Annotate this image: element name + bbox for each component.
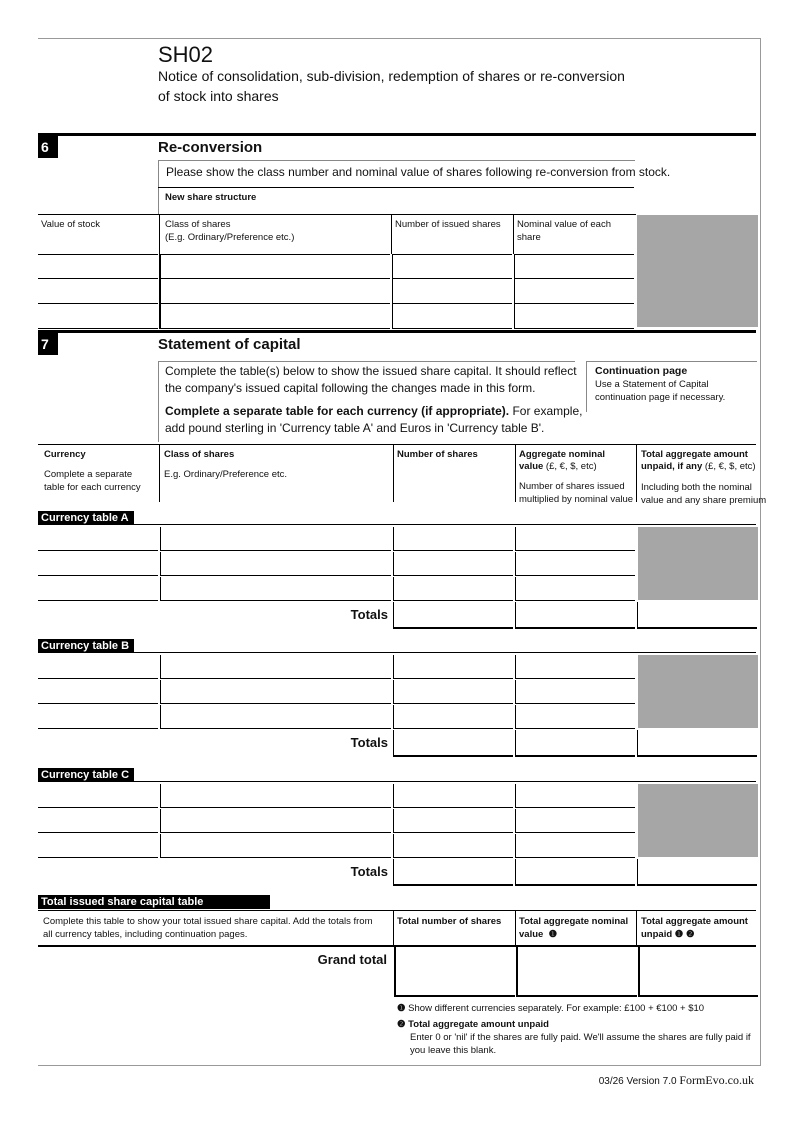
- a-r2-class[interactable]: [160, 552, 391, 576]
- grand-total-aggregate[interactable]: [516, 947, 637, 997]
- col-class-hint: E.g. Ordinary/Preference etc.: [164, 469, 288, 480]
- right-border: [760, 38, 761, 1066]
- col-aggregate-hint2: multiplied by nominal value: [519, 494, 634, 505]
- a-r3-class[interactable]: [160, 577, 391, 601]
- table-c-shaded: [638, 784, 758, 857]
- c-r3-class[interactable]: [160, 834, 391, 858]
- continuation-line2: continuation page if necessary.: [595, 392, 726, 403]
- c-r1-aggregate[interactable]: [515, 784, 635, 808]
- col-aggregate-1: Aggregate nominal: [519, 449, 606, 460]
- section7-intro-rest: For example,: [509, 404, 583, 418]
- s6-r1-class[interactable]: [159, 254, 390, 279]
- s6-hdr-div1: [159, 214, 160, 254]
- tt-col-aggregate2-text: value: [519, 929, 544, 940]
- a-r1-currency[interactable]: [38, 527, 158, 551]
- section7-title: Statement of capital: [158, 336, 301, 353]
- c-r1-currency[interactable]: [38, 784, 158, 808]
- grand-total-number[interactable]: [394, 947, 515, 997]
- table-c-label: Currency table C: [38, 768, 134, 782]
- s6-r3-nominal[interactable]: [514, 304, 634, 329]
- footer-site: FormEvo.co.uk: [679, 1073, 754, 1087]
- a-total-aggregate[interactable]: [515, 602, 635, 629]
- tt-hdr-div2: [515, 910, 516, 946]
- b-r1-class[interactable]: [160, 655, 391, 679]
- footer-text: [560, 1073, 754, 1088]
- col-unpaid-2-bold: unpaid, if any: [641, 461, 703, 472]
- grand-total-label: Grand total: [317, 952, 387, 967]
- c-total-unpaid[interactable]: [637, 859, 757, 886]
- s6-r1-nominal[interactable]: [514, 254, 634, 279]
- a-r2-number[interactable]: [393, 552, 513, 576]
- b-total-unpaid[interactable]: [637, 730, 757, 757]
- table-c-top-rule: [38, 781, 756, 782]
- tt-col-aggregate1: Total aggregate nominal: [519, 916, 629, 927]
- col-class-of-shares-hint: (E.g. Ordinary/Preference etc.): [165, 232, 295, 243]
- total-table-label: Total issued share capital table: [38, 895, 270, 909]
- a-r3-number[interactable]: [393, 577, 513, 601]
- table-a-top-rule: [38, 524, 756, 525]
- b-r2-number[interactable]: [393, 680, 513, 704]
- s7-hdr-div1: [159, 444, 160, 502]
- col-class: Class of shares: [164, 449, 235, 460]
- a-total-number[interactable]: [393, 602, 513, 629]
- c-r3-number[interactable]: [393, 834, 513, 858]
- a-r2-currency[interactable]: [38, 552, 158, 576]
- col-nominal-line2: share: [517, 232, 541, 243]
- section6-subheading: New share structure: [165, 192, 257, 203]
- a-r1-class[interactable]: [160, 527, 391, 551]
- b-r1-currency[interactable]: [38, 655, 158, 679]
- section7-intro-line1: Complete the table(s) below to show the issued share capital. It should reflect: [165, 364, 577, 378]
- tt-col-unpaid2: [641, 929, 694, 941]
- note1-text: Show different currencies separately. For example: £100 + €100 + $10: [408, 1003, 705, 1014]
- section6-number: 6: [38, 136, 58, 158]
- s6-hdr-div2: [391, 214, 392, 254]
- section6-title: Re-conversion: [158, 139, 263, 156]
- col-currency: Currency: [44, 449, 86, 460]
- continuation-line1: Use a Statement of Capital: [595, 379, 709, 390]
- section6-subhead-rule: [158, 187, 634, 188]
- c-r3-currency[interactable]: [38, 834, 158, 858]
- s6-r3-number[interactable]: [392, 304, 512, 329]
- col-number-issued: Number of issued shares: [395, 219, 501, 230]
- s6-r3-class[interactable]: [159, 304, 390, 329]
- section7-rule: [38, 330, 756, 333]
- note2-title: Total aggregate amount unpaid: [408, 1019, 549, 1030]
- c-total-aggregate[interactable]: [515, 859, 635, 886]
- tt-col-aggregate2: [519, 929, 557, 941]
- col-aggregate-hint1: Number of shares issued: [519, 481, 625, 492]
- table-a-shaded: [638, 527, 758, 600]
- total-table-desc1: Complete this table to show your total issued share capital. Add the totals from: [43, 916, 373, 927]
- s6-r2-class[interactable]: [159, 279, 390, 304]
- s7-hdr-div2: [393, 444, 394, 502]
- s6-r3-value[interactable]: [38, 304, 158, 329]
- a-total-unpaid[interactable]: [637, 602, 757, 629]
- col-unpaid-hint1: Including both the nominal: [641, 482, 752, 493]
- col-aggregate-2-bold: value: [519, 461, 544, 472]
- table-b-totals-label: Totals: [350, 735, 388, 750]
- section7-intro-bold: Complete a separate table for each currency (if appropriate).: [165, 404, 510, 418]
- s6-hdr-div3: [513, 214, 514, 254]
- note1-ref-icon-2: ❶: [674, 929, 684, 940]
- b-r3-currency[interactable]: [38, 705, 158, 729]
- col-currency-hint1: Complete a separate: [44, 469, 133, 480]
- s6-r1-value[interactable]: [38, 254, 158, 279]
- footer-rule: [38, 1065, 760, 1066]
- total-table-desc2: all currency tables, including continuation pages.: [43, 929, 248, 940]
- section7-number: 7: [38, 333, 58, 355]
- col-nominal-line1: Nominal value of each: [517, 219, 611, 230]
- table-b-shaded: [638, 655, 758, 728]
- table-b-label: Currency table B: [38, 639, 134, 653]
- note2-ref-icon: ❷: [685, 929, 695, 940]
- col-unpaid-1: Total aggregate amount: [641, 449, 748, 460]
- b-r1-number[interactable]: [393, 655, 513, 679]
- tt-col-unpaid1: Total aggregate amount: [641, 916, 748, 927]
- a-r2-aggregate[interactable]: [515, 552, 635, 576]
- note1: [397, 1003, 704, 1015]
- footer-version: 03/26 Version 7.0: [598, 1076, 677, 1087]
- table-a-label: Currency table A: [38, 511, 134, 525]
- b-r3-aggregate[interactable]: [515, 705, 635, 729]
- s6-r2-value[interactable]: [38, 279, 158, 304]
- a-r1-number[interactable]: [393, 527, 513, 551]
- section7-intro-line4: add pound sterling in 'Currency table A' and Euros in 'Currency table B'.: [165, 421, 545, 435]
- note2-line2: you leave this blank.: [410, 1045, 497, 1056]
- tt-hdr-div1: [393, 910, 394, 946]
- note1-marker: ❶: [397, 1003, 406, 1014]
- total-table-top-rule: [38, 910, 756, 911]
- top-border: [38, 38, 760, 39]
- s6-r2-number[interactable]: [392, 279, 512, 304]
- b-r3-number[interactable]: [393, 705, 513, 729]
- a-r1-aggregate[interactable]: [515, 527, 635, 551]
- note2-line1: Enter 0 or 'nil' if the shares are fully paid. We'll assume the shares are fully paid if: [410, 1032, 751, 1043]
- col-currency-hint2: table for each currency: [44, 482, 141, 493]
- section6-rule: [38, 133, 756, 136]
- a-r3-aggregate[interactable]: [515, 577, 635, 601]
- b-total-number[interactable]: [393, 730, 513, 757]
- s6-r1-number[interactable]: [392, 254, 512, 279]
- c-r1-number[interactable]: [393, 784, 513, 808]
- note2-title-row: [397, 1019, 549, 1031]
- col-aggregate-2: [519, 461, 597, 473]
- c-total-number[interactable]: [393, 859, 513, 886]
- c-r2-number[interactable]: [393, 809, 513, 833]
- c-r1-class[interactable]: [160, 784, 391, 808]
- form-code: SH02: [158, 42, 214, 67]
- s7-hdr-div3: [515, 444, 516, 502]
- b-r2-currency[interactable]: [38, 680, 158, 704]
- grand-total-unpaid[interactable]: [638, 947, 758, 997]
- b-r2-aggregate[interactable]: [515, 680, 635, 704]
- col-value-of-stock: Value of stock: [41, 219, 100, 230]
- tt-col-number: Total number of shares: [397, 916, 502, 927]
- col-unpaid-2-rest: (£, €, $, etc): [702, 461, 756, 472]
- col-unpaid-hint2: value and any share premium: [641, 495, 767, 506]
- tt-col-unpaid2-text: unpaid: [641, 929, 673, 940]
- form-title-line1: Notice of consolidation, sub-division, redemption of shares or re-conversion: [158, 68, 625, 84]
- table-a-totals-label: Totals: [350, 607, 388, 622]
- b-total-aggregate[interactable]: [515, 730, 635, 757]
- a-r3-currency[interactable]: [38, 577, 158, 601]
- c-r2-currency[interactable]: [38, 809, 158, 833]
- section6-instruction: Please show the class number and nominal value of shares following re-conversion from stock.: [166, 165, 671, 179]
- section6-header-rule: [38, 214, 636, 215]
- col-number: Number of shares: [397, 449, 478, 460]
- c-r2-class[interactable]: [160, 809, 391, 833]
- section7-intro-line3: [165, 404, 582, 418]
- s6-r2-nominal[interactable]: [514, 279, 634, 304]
- c-r2-aggregate[interactable]: [515, 809, 635, 833]
- form-title-line2: of stock into shares: [158, 88, 279, 104]
- section6-shaded: [637, 215, 758, 327]
- s7-hdr-div4: [636, 444, 637, 502]
- tt-hdr-div3: [636, 910, 637, 946]
- b-r3-class[interactable]: [160, 705, 391, 729]
- continuation-title: Continuation page: [595, 365, 688, 377]
- section7-header-rule: [38, 444, 756, 445]
- b-r2-class[interactable]: [160, 680, 391, 704]
- section7-intro-line2: the company's issued capital following the changes made in this form.: [165, 381, 536, 395]
- table-c-totals-label: Totals: [350, 864, 388, 879]
- col-class-of-shares: Class of shares: [165, 219, 231, 230]
- table-b-top-rule: [38, 652, 756, 653]
- col-unpaid-2: [641, 461, 756, 473]
- note1-ref-icon: ❶: [548, 929, 558, 940]
- b-r1-aggregate[interactable]: [515, 655, 635, 679]
- col-aggregate-2-rest: (£, €, $, etc): [543, 461, 597, 472]
- c-r3-aggregate[interactable]: [515, 834, 635, 858]
- note2-marker: ❷: [397, 1019, 406, 1030]
